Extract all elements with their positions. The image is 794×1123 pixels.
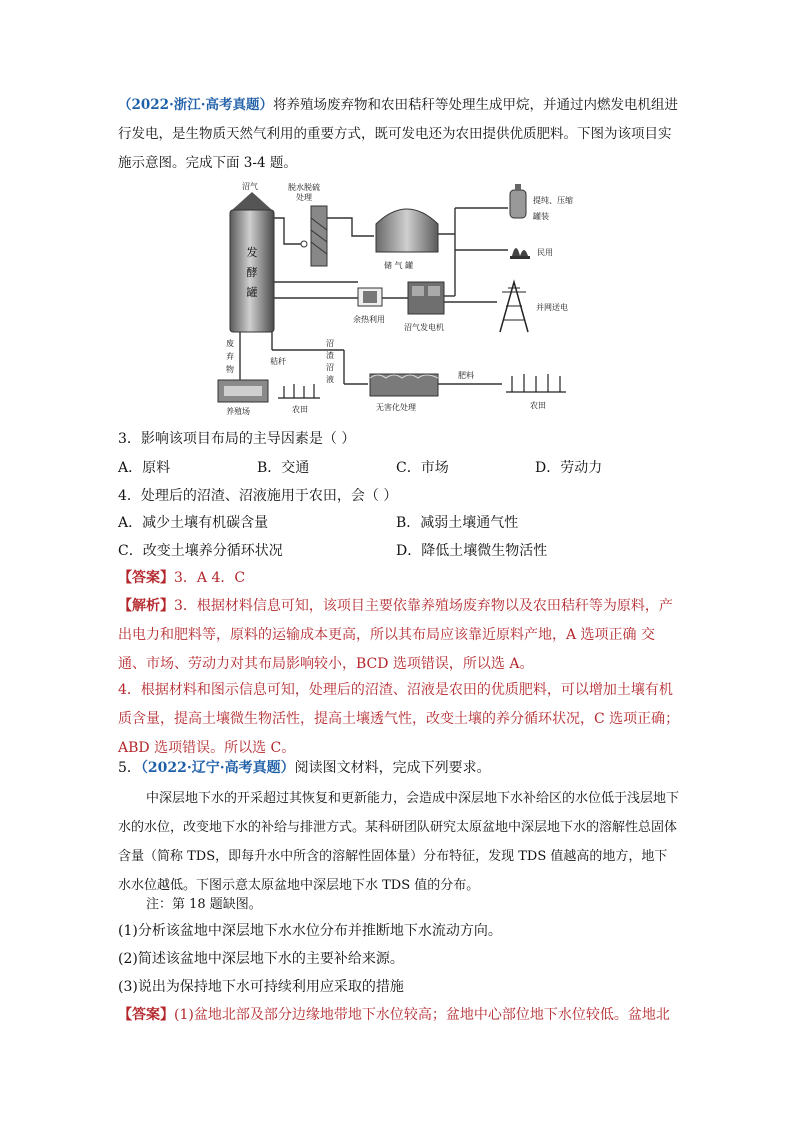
label-residue-3: 沼 xyxy=(326,363,334,372)
q5-sub-1: (1)分析该盆地中深层地下水水位分布并推断地下水流动方向。 xyxy=(118,923,502,939)
q3-option-d: D．劳动力 xyxy=(535,460,603,476)
label-heat: 余热利用 xyxy=(353,315,385,324)
label-field-2: 农田 xyxy=(530,401,546,410)
label-generator: 沼气发电机 xyxy=(404,323,444,332)
q3-stem: 3．影响该项目布局的主导因素是（ ） xyxy=(118,431,356,447)
tank-label-2: 酵 xyxy=(246,266,258,279)
label-fertilizer: 肥料 xyxy=(458,371,474,380)
fermentation-tank xyxy=(230,192,274,332)
q5-header xyxy=(118,757,491,777)
label-cylinder: 罐装 xyxy=(533,212,549,221)
q5-sub-3: (3)说出为保持地下水可持续利用应采取的措施 xyxy=(118,979,404,995)
answer-1-label: 【答案】 xyxy=(118,570,174,586)
answer-2-text: (1)盆地北部及部分边缘地带地下水位较高；盆地中心部位地下水位较低。盆地北 xyxy=(174,1007,670,1023)
label-straw: 秸秆 xyxy=(270,357,286,366)
harmless-treatment-pool xyxy=(370,374,438,396)
biogas-generator xyxy=(408,282,444,314)
power-tower xyxy=(500,282,528,332)
answer-1-text: 3．A 4．C xyxy=(174,570,246,586)
label-waste-1: 废 xyxy=(226,339,234,348)
q4-option-b: B．减弱土壤通气性 xyxy=(396,515,519,531)
q5-source: （2022·辽宁·高考真题） xyxy=(140,760,295,776)
label-waste-2: 弃 xyxy=(226,352,234,361)
label-residue-2: 渣 xyxy=(326,351,334,360)
q34-source: （2022·浙江·高考真题） xyxy=(118,97,273,113)
dewater-unit xyxy=(311,206,327,266)
label-farm: 养殖场 xyxy=(226,407,250,416)
label-waste-3: 物 xyxy=(226,365,234,374)
label-harmless: 无害化处理 xyxy=(376,403,416,412)
label-residue-1: 沼 xyxy=(326,339,334,348)
tank-label-1: 发 xyxy=(246,246,258,259)
label-biogas: 沼气 xyxy=(242,182,258,191)
q5-number: 5． xyxy=(118,760,141,776)
q3-option-c: C．市场 xyxy=(396,460,449,476)
label-field-1: 农田 xyxy=(292,405,308,414)
q4-stem: 4．处理后的沼渣、沼液施用于农田，会（ ） xyxy=(118,488,398,504)
q3-option-b: B．交通 xyxy=(257,460,310,476)
analysis-1-p1 xyxy=(118,592,680,679)
heat-exchanger xyxy=(358,288,382,306)
q34-intro xyxy=(118,91,678,178)
q4-option-d: D．降低土壤微生物活性 xyxy=(396,543,548,559)
gas-storage-tank xyxy=(376,209,438,252)
label-process: 处理 xyxy=(296,193,312,202)
q5-note: 注：第 18 题缺图。 xyxy=(146,897,262,912)
q3-option-a: A．原料 xyxy=(118,460,171,476)
label-dewater: 脱水脱硫 xyxy=(288,183,320,192)
label-purify: 提纯、压缩 xyxy=(533,196,573,205)
label-grid: 并网送电 xyxy=(536,303,568,312)
answer-2 xyxy=(118,1004,670,1024)
tank-label-3: 罐 xyxy=(246,286,258,299)
label-civil: 民用 xyxy=(537,248,553,257)
q34-intro-text: 将养殖场废弃物和农田秸秆等处理生成甲烷，并通过内燃发电机组进行发电，是生物质天然气利用的重要方式，既可发电还为农田提供优质肥料。下图为该项目实施示意图。完成下面 3-4 题。 xyxy=(118,97,678,171)
q5-sub-2: (2)简述该盆地中深层地下水的主要补给来源。 xyxy=(118,951,404,967)
analysis-1-text-2: 4．根据材料和图示信息可知，处理后的沼渣、沼液是农田的优质肥料，可以增加土壤有机质含量，提高土壤微生物活性，提高土壤透气性，改变土壤的养分循环状况，C 选项正确；ABD 选项错误。所以选 C。 xyxy=(118,682,680,756)
q4-option-a: A．减少土壤有机碳含量 xyxy=(118,515,269,531)
analysis-1-p2 xyxy=(118,676,680,763)
biogas-project-diagram xyxy=(212,178,602,418)
analysis-1-text-1: 3．根据材料信息可知，该项目主要依靠养殖场废弃物以及农田秸秆等为原料，产出电力和肥料等，原料的运输成本更高，所以其布局应该靠近原料产地，A 选项正确 交通、市场、劳动力对其布局影响较小，BCD 选项错误，所以选 A。 xyxy=(118,598,673,672)
flame-icon xyxy=(510,248,530,259)
gas-cylinder xyxy=(510,184,526,218)
analysis-1-label: 【解析】 xyxy=(118,598,174,614)
label-residue-4: 液 xyxy=(326,375,334,384)
q5-material: 中深层地下水的开采超过其恢复和更新能力，会造成中深层地下水补给区的水位低于浅层地下水的水位，改变地下水的补给与排泄方式。某科研团队研究太原盆地中深层地下水的溶解性总固体含量（简称 TDS，即每升水中所含的溶解性固体量）分布特征，发现 TDS 值越高的地方，地下水水位越低。下图示意太原盆地中深层地下水 TDS 值的分布。 xyxy=(118,791,680,893)
label-storage: 储 气 罐 xyxy=(384,261,414,270)
answer-2-label: 【答案】 xyxy=(118,1007,174,1023)
q5-stem: 阅读图文材料，完成下列要求。 xyxy=(294,760,491,776)
q4-option-c: C．改变土壤养分循环状况 xyxy=(118,543,283,559)
crop-field-1 xyxy=(278,384,320,398)
livestock-farm xyxy=(218,380,268,402)
answer-1 xyxy=(118,567,245,587)
crop-field-2 xyxy=(506,374,566,392)
